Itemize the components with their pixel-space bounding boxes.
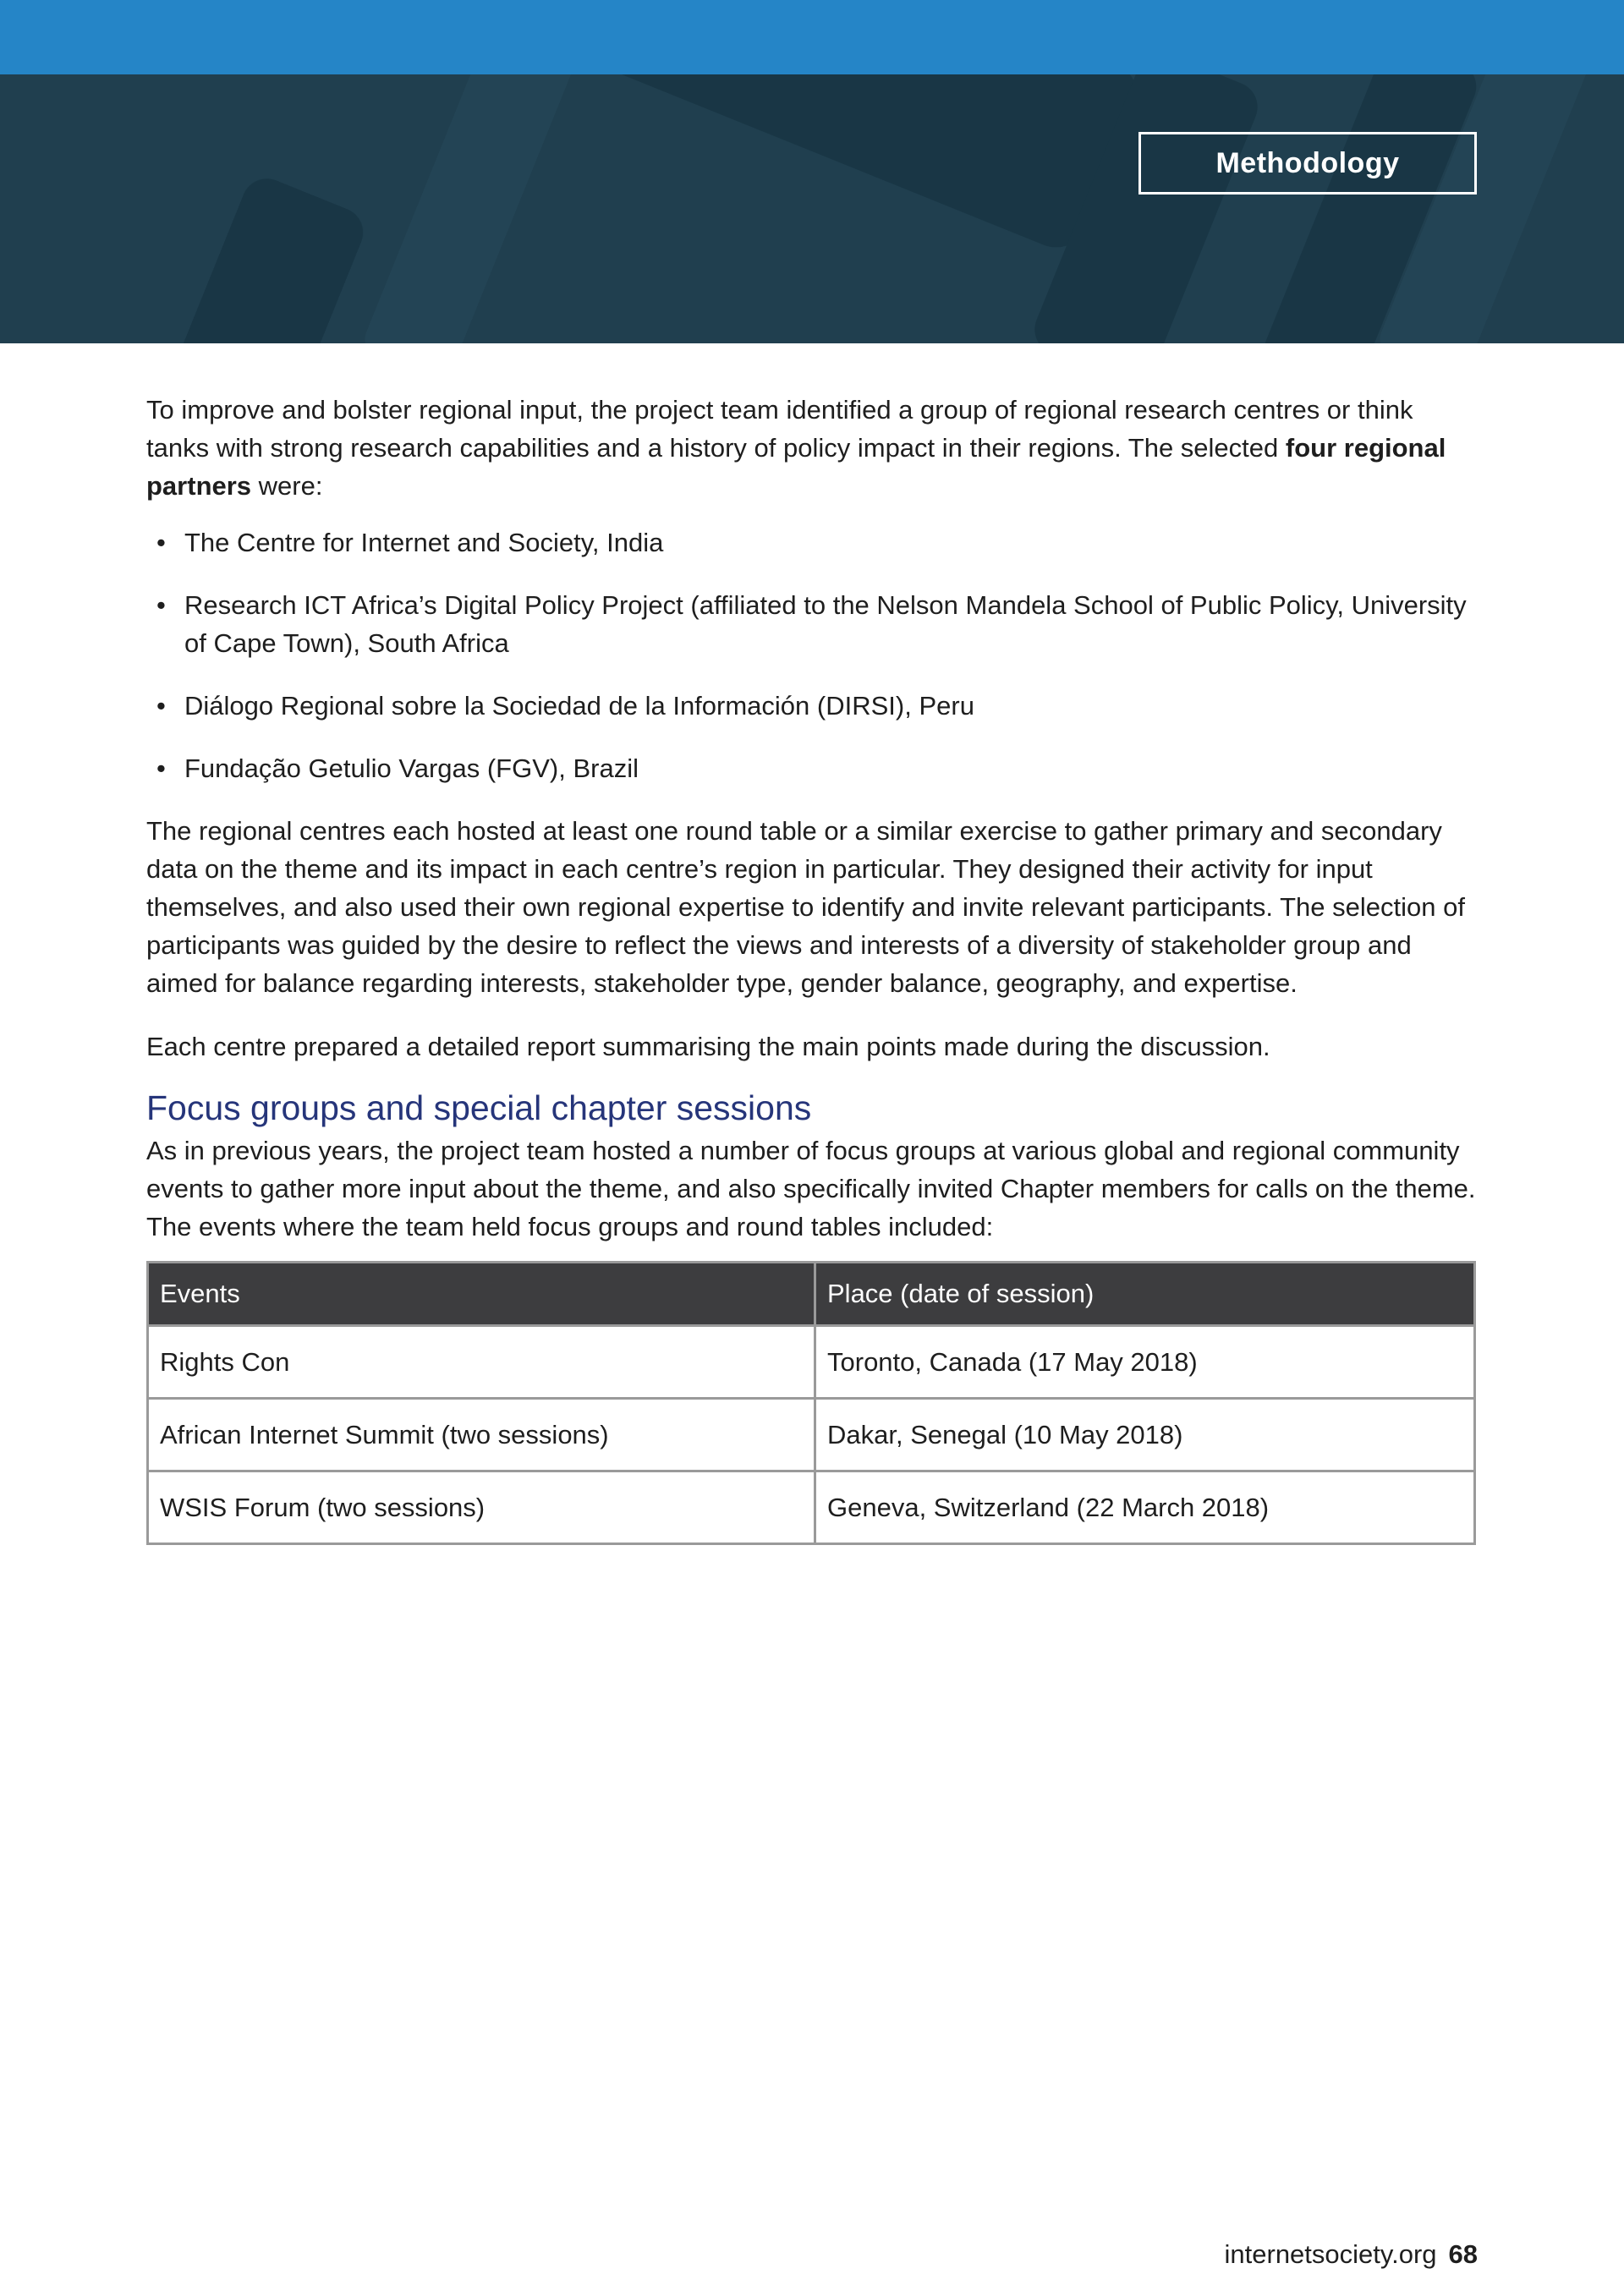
place-cell: Toronto, Canada (17 May 2018) xyxy=(815,1326,1475,1399)
event-cell: Rights Con xyxy=(148,1326,815,1399)
intro-bold-text: four regional partners xyxy=(146,433,1446,501)
intro-text: To improve and bolster regional input, the project team identified a group of regional research centres or think tanks with strong research capabilities and a history of policy impact in their regions. The selected xyxy=(146,395,1413,463)
header-banner xyxy=(0,74,1624,343)
table-row xyxy=(148,1326,1475,1399)
partners-list xyxy=(146,523,1479,787)
list-item xyxy=(146,586,1479,662)
section-tag: Methodology xyxy=(1138,132,1477,195)
page-number: 68 xyxy=(1448,2239,1478,2269)
footer-site: internetsociety.org xyxy=(1224,2239,1437,2269)
table-row xyxy=(148,1471,1475,1544)
table-row xyxy=(148,1399,1475,1471)
intro-text-end: were: xyxy=(251,471,323,501)
event-cell: WSIS Forum (two sessions) xyxy=(148,1471,815,1544)
bullet-icon: • xyxy=(156,691,166,721)
top-color-bar xyxy=(0,0,1624,74)
events-table xyxy=(146,1261,1476,1545)
bullet-icon: • xyxy=(156,590,166,620)
intro-paragraph xyxy=(146,391,1479,505)
report-paragraph: Each centre prepared a detailed report summarising the main points made during the discussion. xyxy=(146,1032,1270,1061)
list-item xyxy=(146,523,1479,562)
list-item-text: Fundação Getulio Vargas (FGV), Brazil xyxy=(184,753,639,783)
bullet-icon: • xyxy=(156,753,166,783)
regional-centres-paragraph: The regional centres each hosted at least one round table or a similar exercise to gather primary and secondary data on the theme and its impact in each centre’s region in particular. They designed their activity for input themselves, and also used their own regional expertise to identify and invite relevant participants. The selection of participants was guided by the desire to reflect the views and interests of a diversity of stakeholder group and aimed for balance regarding interests, stakeholder type, gender balance, geography, and expertise. xyxy=(146,816,1465,998)
column-header-place: Place (date of session) xyxy=(815,1263,1475,1326)
table-header-row xyxy=(148,1263,1475,1326)
place-cell: Dakar, Senegal (10 May 2018) xyxy=(815,1399,1475,1471)
list-item-text: Research ICT Africa’s Digital Policy Project (affiliated to the Nelson Mandela School of Public Policy, University of Cape Town), South Africa xyxy=(184,590,1467,658)
banner-decoration xyxy=(0,74,1624,343)
bullet-icon: • xyxy=(156,528,166,557)
main-content xyxy=(146,391,1479,1545)
page-footer xyxy=(1225,2239,1478,2270)
list-item-text: The Centre for Internet and Society, India xyxy=(184,528,664,557)
section-heading: Focus groups and special chapter sessions xyxy=(146,1088,812,1127)
event-cell: African Internet Summit (two sessions) xyxy=(148,1399,815,1471)
list-item-text: Diálogo Regional sobre la Sociedad de la Información (DIRSI), Peru xyxy=(184,691,974,721)
list-item xyxy=(146,749,1479,787)
list-item xyxy=(146,687,1479,725)
focus-paragraph: As in previous years, the project team hosted a number of focus groups at various global and regional community events to gather more input about the theme, and also specifically invited Chapter members for calls on the theme. The events where the team held focus groups and round tables included: xyxy=(146,1136,1476,1241)
column-header-events: Events xyxy=(148,1263,815,1326)
place-cell: Geneva, Switzerland (22 March 2018) xyxy=(815,1471,1475,1544)
